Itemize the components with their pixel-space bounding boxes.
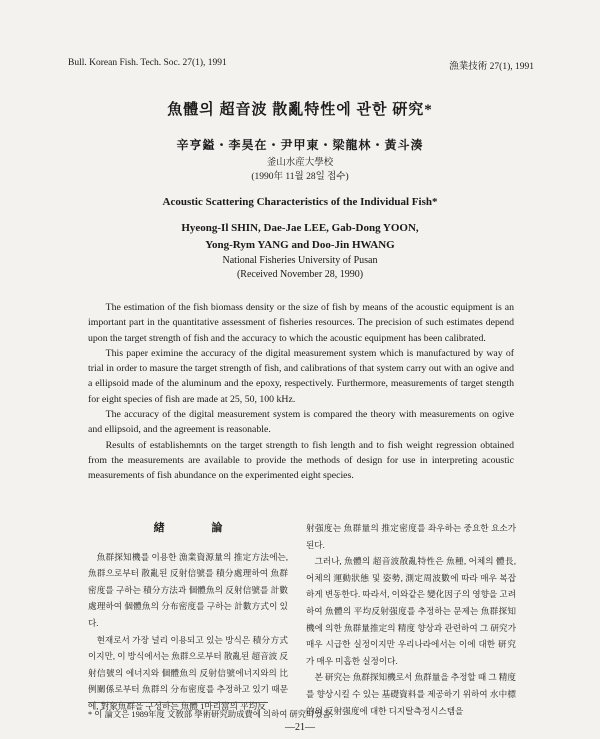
english-authors <box>0 220 600 254</box>
body-right-column <box>306 520 516 719</box>
korean-received-date: (1990年 11월 28일 접수) <box>251 172 349 182</box>
page-number: —21— <box>285 722 315 733</box>
journal-citation-korean: 漁業技術 27(1), 1991 <box>449 62 534 72</box>
abstract-paragraph: Results of establishemnts on the target strength to fish length and to fish weight regression obtained from the measurements are available to provide the methods of design for use in interpreting acoustic measurements of fish abundance on the experimented eight species. <box>88 439 514 482</box>
english-title: Acoustic Scattering Characteristics of the Individual Fish* <box>162 196 438 208</box>
english-authors-line-2: Yong-Rym YANG and Doo-Jin HWANG <box>205 239 395 251</box>
english-received-date: (Received November 28, 1990) <box>236 269 364 280</box>
body-paragraph: 射强度는 魚群量의 推定密度를 좌우하는 중요한 요소가 된다. <box>306 523 516 550</box>
body-left-column <box>88 520 288 715</box>
korean-title: 魚體의 超音波 散亂特性에 관한 硏究* <box>167 102 433 118</box>
english-affiliation: National Fisheries University of Pusan <box>222 255 378 266</box>
abstract <box>88 300 514 484</box>
body-paragraph: 현재로서 가장 널리 이용되고 있는 방식은 積分方式이지만, 이 방식에서는 魚群으로부터 散亂된 超音波 反射信號의 에너지와 個體魚의 反射信號에너지와의 比例關係로부터 魚群의 分布密度를 추정하고 있기 때문에, 對象魚群을 구성하는 魚體 1마리當의 平均反 <box>88 634 289 711</box>
abstract-paragraph: This paper eximine the accuracy of the digital measurement system which is manufactured by way of trial in order to masure the target strength of fish, and calibrations of that system carry out with an ogive and a ellipsoid made of the aluminum and the epoxy, respectively. Furthermore, measurements of target stength for eight species of fish are made at 25, 50, 100 kHz. <box>88 347 514 405</box>
body-paragraph: 그러나, 魚體의 超音波散亂特性은 魚種, 어체의 體長, 어체의 運動狀態 및 姿勢, 測定周波數에 따라 매우 복잡하게 변동한다. 따라서, 이와같은 變化因子의 영향을 고려하여 魚體의 平均反射强度를 추정하는 문제는 魚群探知機에 의한 魚群量推定의 精度 향상과 관련하여 그 研究가 매우 시급한 실정이지만 우리나라에서는 이에 대한 研究가 매우 미흡한 실정이다. <box>306 556 516 666</box>
english-authors-line-1: Hyeong-Il SHIN, Dae-Jae LEE, Gab-Dong YOON, <box>181 222 419 234</box>
journal-citation: Bull. Korean Fish. Tech. Soc. 27(1), 1991 <box>68 58 227 68</box>
korean-authors: 辛亨鎰・李昊在・尹甲東・梁龍林・黃斗湊 <box>176 138 424 152</box>
footnote: * 이 論文은 1989年度 文敎部 學術研究助成費에 의하여 研究되었음. <box>88 710 333 719</box>
abstract-paragraph: The accuracy of the digital measurement system is compared the theory with measurements on ogive and ellipsoid, and the agreement is reasonable. <box>88 409 514 436</box>
section-heading-introduction: 緖 論 <box>153 522 245 534</box>
body-paragraph: 魚群探知機를 이용한 漁業資源量의 推定方法에는, 魚群으로부터 散亂된 反射信號를 積分處理하여 魚群密度를 구하는 積分方法과 個體魚의 反射信號를 計數處理하여 個體魚의 分布密度를 구하는 計數方式이 있다. <box>88 551 288 628</box>
abstract-paragraph: The estimation of the fish biomass density or the size of fish by means of the acoustic equipment is an important part in the quantitative assessment of fisheries resources. The precision of such estimates depend upon the target strength of fish and the accuracy to which the acoustic equipment has been calibrated. <box>88 302 514 344</box>
korean-affiliation: 釜山水産大學校 <box>266 158 334 168</box>
body-paragraph: 본 研究는 魚群探知機로서 魚群量을 추정할 때 그 精度를 향상시킬 수 있는 基礎資料를 제공하기 위하여 水中標的의 反射强度에 대한 디지탈측정시스템을 <box>306 672 516 716</box>
footnote-divider <box>88 702 268 703</box>
